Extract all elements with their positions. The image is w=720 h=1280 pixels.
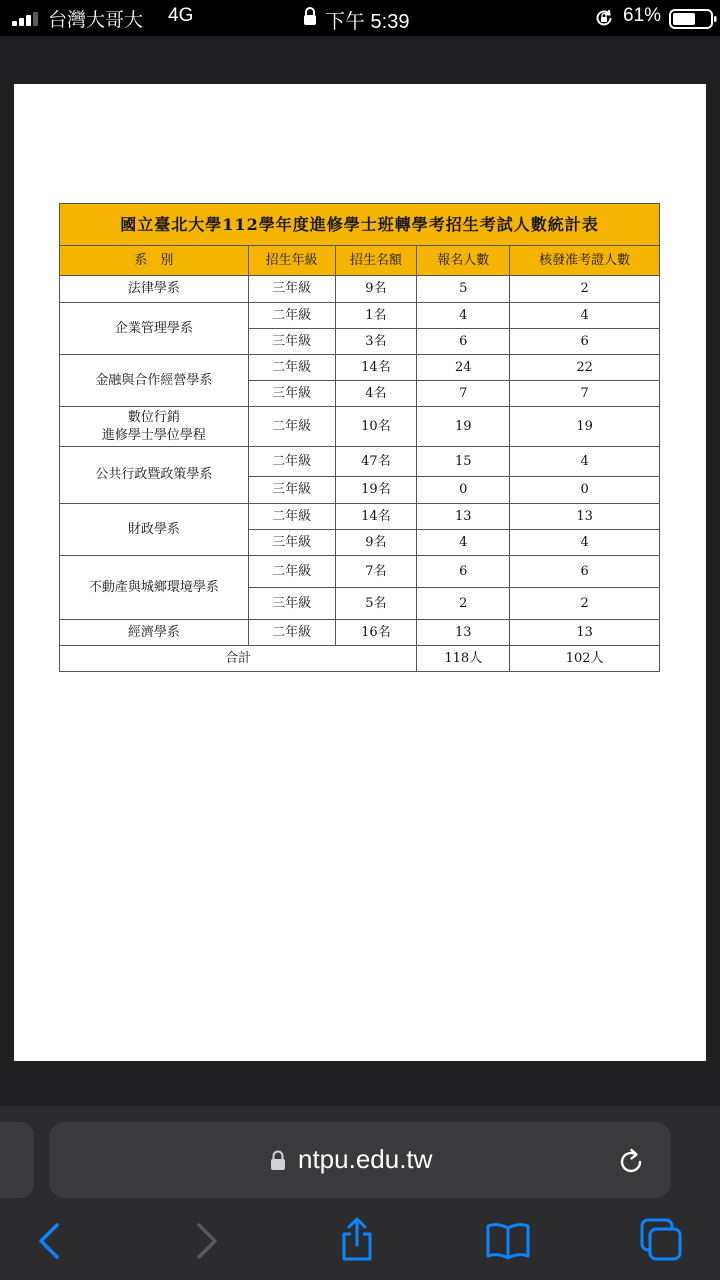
browser-bottom-bar [0,1106,720,1280]
carrier-name: 台灣大哥大 [48,10,144,31]
admitted-cell: 0 [510,477,660,504]
admitted-cell: 4 [510,447,660,477]
applicants-cell: 4 [417,303,510,329]
department-name: 不動產與城鄉環境學系 [60,556,249,620]
grade-cell: 二年級 [248,504,335,530]
document-viewer[interactable] [0,36,720,1106]
grade-cell: 三年級 [248,477,335,504]
document-page [14,84,706,1061]
applicants-cell: 13 [417,620,510,646]
admitted-cell: 4 [510,303,660,329]
table-title: 國立臺北大學112學年度進修學士班轉學考招生考試人數統計表 [60,204,660,246]
grade-cell: 三年級 [248,381,335,407]
total-row [60,646,660,672]
department-name: 財政學系 [60,504,249,556]
admitted-cell: 19 [510,407,660,447]
quota-cell: 14名 [335,504,417,530]
grade-cell: 三年級 [248,588,335,620]
battery-icon [669,9,717,29]
applicants-cell: 13 [417,504,510,530]
battery-percent: 61% [623,5,662,26]
header-cell: 招生名額 [335,246,417,276]
total-label: 合計 [60,646,417,672]
admitted-cell: 7 [510,381,660,407]
orientation-lock-icon [303,6,317,26]
department-name: 數位行銷 進修學士學位學程 [60,407,249,447]
quota-cell: 4名 [335,381,417,407]
admitted-cell: 13 [510,504,660,530]
chevron-right-icon[interactable] [181,1216,231,1266]
header-cell: 系 別 [60,246,249,276]
status-bar [0,0,720,36]
statistics-table [59,203,660,672]
department-name: 金融與合作經營學系 [60,355,249,407]
signal-strength-icon [12,12,40,26]
admitted-cell: 13 [510,620,660,646]
quota-cell: 19名 [335,477,417,504]
quota-cell: 5名 [335,588,417,620]
grade-cell: 二年級 [248,303,335,329]
department-name: 經濟學系 [60,620,249,646]
tabs-icon[interactable] [636,1216,686,1266]
previous-tab-preview[interactable] [0,1122,34,1198]
share-icon[interactable] [332,1214,382,1264]
header-cell: 核發准考證人數 [510,246,660,276]
table-row [60,447,660,477]
grade-cell: 三年級 [248,329,335,355]
lock-icon [270,1149,286,1171]
quota-cell: 14名 [335,355,417,381]
applicants-cell: 6 [417,329,510,355]
admitted-cell: 6 [510,556,660,588]
quota-cell: 7名 [335,556,417,588]
applicants-cell: 15 [417,447,510,477]
table-row [60,407,660,447]
grade-cell: 三年級 [248,276,335,303]
table-header-row [60,246,660,276]
department-name: 公共行政暨政策學系 [60,447,249,504]
grade-cell: 二年級 [248,355,335,381]
chevron-left-icon[interactable] [25,1216,75,1266]
applicants-cell: 19 [417,407,510,447]
url-text: ntpu.edu.tw [298,1144,433,1174]
quota-cell: 1名 [335,303,417,329]
department-name: 法律學系 [60,276,249,303]
admitted-cell: 6 [510,329,660,355]
table-row [60,303,660,329]
admitted-cell: 22 [510,355,660,381]
department-name: 企業管理學系 [60,303,249,355]
network-type: 4G [168,5,194,26]
grade-cell: 二年級 [248,556,335,588]
quota-cell: 9名 [335,276,417,303]
grade-cell: 二年級 [248,407,335,447]
total-applicants: 118人 [417,646,510,672]
clock: 下午 5:39 [325,11,410,33]
admitted-cell: 4 [510,530,660,556]
grade-cell: 三年級 [248,530,335,556]
applicants-cell: 4 [417,530,510,556]
table-row [60,556,660,588]
admitted-cell: 2 [510,276,660,303]
quota-cell: 47名 [335,447,417,477]
table-row [60,276,660,303]
applicants-cell: 7 [417,381,510,407]
quota-cell: 3名 [335,329,417,355]
applicants-cell: 5 [417,276,510,303]
applicants-cell: 0 [417,477,510,504]
header-cell: 報名人數 [417,246,510,276]
rotation-lock-icon [594,8,614,28]
address-bar[interactable] [49,1122,671,1198]
total-admitted: 102人 [510,646,660,672]
quota-cell: 10名 [335,407,417,447]
quota-cell: 9名 [335,530,417,556]
admitted-cell: 2 [510,588,660,620]
applicants-cell: 24 [417,355,510,381]
grade-cell: 二年級 [248,447,335,477]
grade-cell: 二年級 [248,620,335,646]
reload-icon[interactable] [618,1146,646,1176]
table-row [60,504,660,530]
quota-cell: 16名 [335,620,417,646]
table-row [60,355,660,381]
table-row [60,620,660,646]
header-cell: 招生年級 [248,246,335,276]
book-icon[interactable] [483,1216,533,1266]
applicants-cell: 6 [417,556,510,588]
applicants-cell: 2 [417,588,510,620]
